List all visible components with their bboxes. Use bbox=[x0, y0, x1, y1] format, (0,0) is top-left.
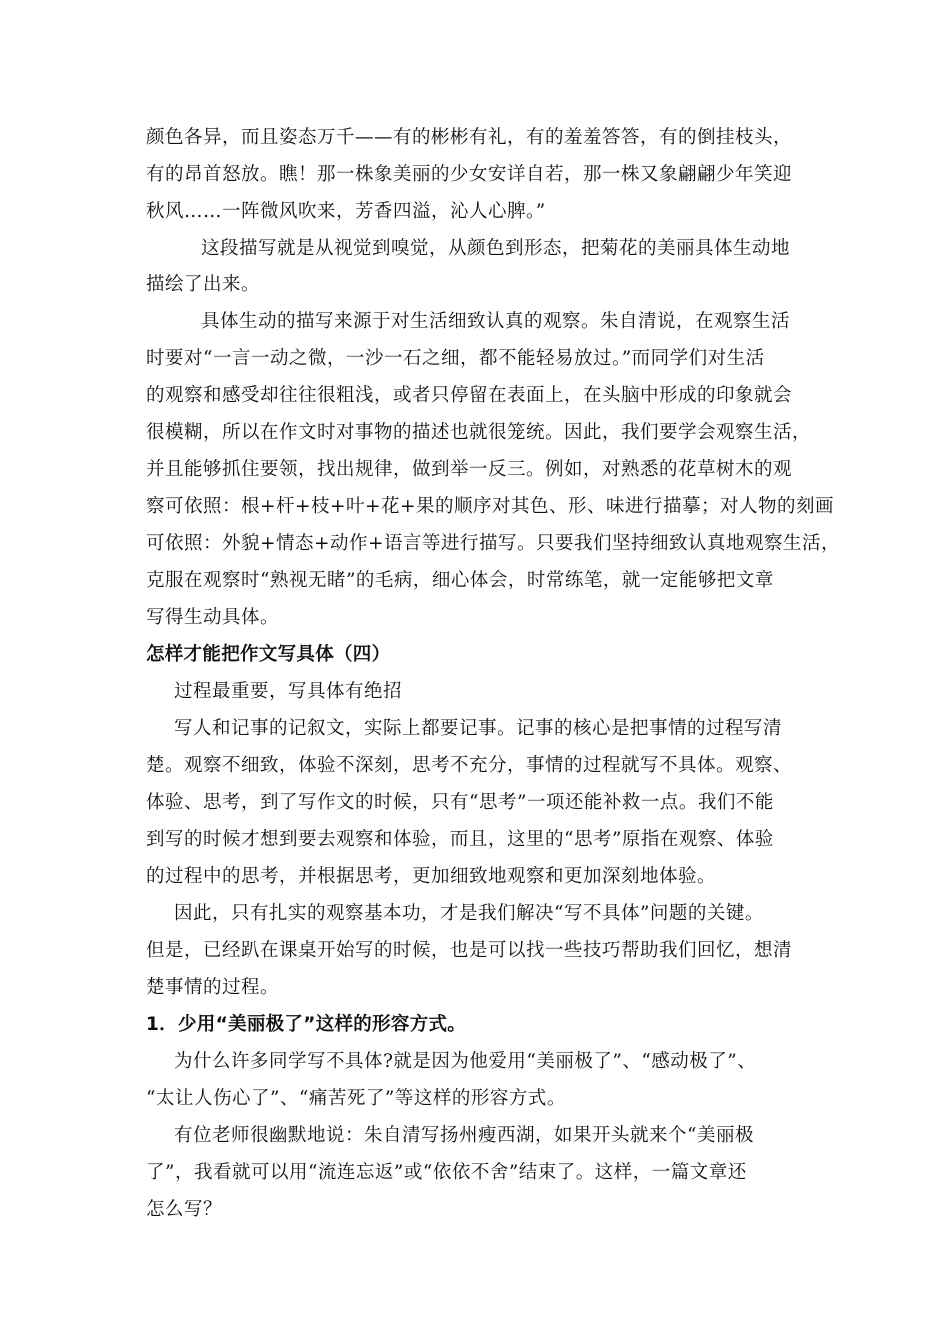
subheading: 过程最重要，写具体有绝招 bbox=[174, 681, 403, 702]
text-line: 怎么写？ bbox=[146, 1199, 223, 1220]
text-line: 很模糊，所以在作文时对事物的描述也就很笼统。因此，我们要学会观察生活， bbox=[146, 422, 812, 443]
text-line: 楚。观察不细致，体验不深刻，思考不充分，事情的过程就写不具体。观察、 bbox=[146, 755, 793, 776]
text-line: 写得生动具体。 bbox=[146, 607, 280, 628]
text-line: 的观察和感受却往往很粗浅，或者只停留在表面上，在头脑中形成的印象就会 bbox=[146, 385, 793, 406]
text-line: 描绘了出来。 bbox=[146, 274, 261, 295]
text-line: 为什么许多同学写不具体?就是因为他爱用“美丽极了”、“感动极了”、 bbox=[174, 1051, 757, 1072]
text-line: 到写的时候才想到要去观察和体验，而且，这里的“思考”原指在观察、体验 bbox=[146, 829, 774, 850]
text-line: 可依照：外貌+情态+动作+语言等进行描写。只要我们坚持细致认真地观察生活， bbox=[146, 533, 841, 554]
text-line: 因此，只有扎实的观察基本功，才是我们解决“写不具体”问题的关键。 bbox=[174, 903, 764, 924]
text-line: 并且能够抓住要领，找出规律，做到举一反三。例如，对熟悉的花草树木的观 bbox=[146, 459, 793, 480]
text-line: 体验、思考，到了写作文的时候，只有“思考”一项还能补救一点。我们不能 bbox=[146, 792, 774, 813]
numbered-heading: 1．少用“美丽极了”这样的形容方式。 bbox=[146, 1014, 467, 1035]
text-line: 具体生动的描写来源于对生活细致认真的观察。朱自清说，在观察生活 bbox=[201, 311, 791, 332]
text-line: 有的昂首怒放。瞧！那一株象美丽的少女安详自若，那一株又象翩翩少年笑迎 bbox=[146, 164, 793, 185]
text-line: 的过程中的思考，并根据思考，更加细致地观察和更加深刻地体验。 bbox=[146, 866, 717, 887]
text-line: 有位老师很幽默地说：朱自清写扬州瘦西湖，如果开头就来个“美丽极 bbox=[174, 1125, 754, 1146]
section-heading: 怎样才能把作文写具体（四） bbox=[146, 644, 391, 665]
text-line: 克服在观察时“熟视无睹”的毛病，细心体会，时常练笔，就一定能够把文章 bbox=[146, 570, 774, 591]
text-line: 了”，我看就可以用“流连忘返”或“依依不舍”结束了。这样，一篇文章还 bbox=[146, 1162, 747, 1183]
text-line: 这段描写就是从视觉到嗅觉，从颜色到形态，把菊花的美丽具体生动地 bbox=[201, 238, 791, 259]
text-line: 写人和记事的记叙文，实际上都要记事。记事的核心是把事情的过程写清 bbox=[174, 718, 783, 739]
text-line: 但是，已经趴在课桌开始写的时候，也是可以找一些技巧帮助我们回忆，想清 bbox=[146, 940, 793, 961]
text-line: 楚事情的过程。 bbox=[146, 977, 280, 998]
text-line: 察可依照：根+杆+枝+叶+花+果的顺序对其色、形、味进行描摹；对人物的刻画 bbox=[146, 496, 835, 517]
text-line: 颜色各异，而且姿态万千——有的彬彬有礼，有的羞羞答答，有的倒挂枝头， bbox=[146, 127, 793, 148]
text-line: 秋风……一阵微风吹来，芳香四溢，沁人心脾。” bbox=[146, 201, 546, 222]
text-line: 时要对“一言一动之微，一沙一石之细，都不能轻易放过。”而同学们对生活 bbox=[146, 348, 765, 369]
text-line: “太让人伤心了”、“痛苦死了”等这样的形容方式。 bbox=[146, 1088, 566, 1109]
